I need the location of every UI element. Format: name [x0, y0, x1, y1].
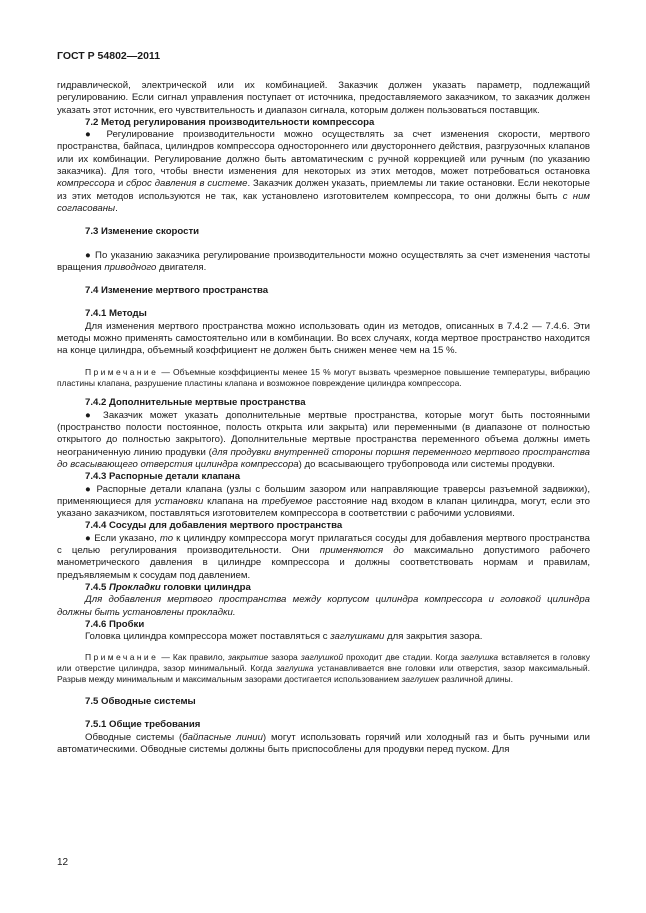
text-run: Головка цилиндра компрессора может поставляться с: [85, 631, 331, 643]
italic-run: заглушка: [460, 652, 499, 663]
italic-run: для продувки внутренней стороны поршня переменного мертвого пространства до всасывающего отверстия цилиндра компрессора: [57, 446, 590, 470]
text-run: вставляется в головку или отверстие цилиндра, зазор минимальный. Когда: [57, 652, 590, 674]
text-run: ● Если указано,: [85, 532, 160, 544]
paragraph-7-4-1: Для изменения мертвого пространства можно использовать один из методов, описанных в 7.4.2 — 7.4.6. Эти методы можно применять самостоятельно или в комбинации. Во всех случаях, когда мертвое пространство находится на конце цилиндра, объемный коэффициент не должен быть снижен менее чем на 15 %.: [57, 320, 590, 357]
text-run: ● Регулирование производительности можно осуществлять за счет изменения скорости, мертвого пространства, байпаса, цилиндров компрессора одностороннего или двустороннего действия, разгрузочных клапанов или их комбинации. Регулирование должно быть автоматическим с ручной коррекцией или ручным (по указанию заказчика). Для того, чтобы внести изменения для некоторых из этих методов, может потребоваться остановка: [57, 129, 590, 178]
text-run: головки цилиндра: [160, 581, 251, 593]
section-heading-7-2: 7.2 Метод регулирования производительности компрессора: [85, 116, 375, 128]
paragraph-7-3: [57, 250, 590, 275]
italic-run: закрытие: [228, 652, 269, 663]
paragraph-7-4-6: [57, 631, 590, 643]
note-label: Примечание: [85, 652, 159, 663]
italic-run: Для добавления мертвого пространства между корпусом цилиндра компрессора и головкой цилиндра должны быть установлены прокладки.: [57, 594, 590, 618]
text-run: и: [114, 178, 127, 190]
italic-run: заглушкой: [300, 652, 344, 663]
text-run: клапана на: [203, 495, 262, 507]
text-run: для закрытия зазора.: [384, 631, 483, 643]
italic-run: с ним согласованы: [57, 190, 590, 214]
text-run: ● Заказчик может указать дополнительные мертвые пространства, которые могут быть постоянными (пространство полости постоянное, полость открыта или закрыта) или переменными (в диапазоне от полностью открытого до полностью закрытого). Дополнительные мертвые пространства переменного объема должны иметь неограниченную линию продувки (: [57, 409, 590, 458]
subsection-heading-7-4-1: 7.4.1 Методы: [85, 308, 147, 320]
text-run: Обводные системы (: [85, 731, 183, 743]
italic-run: требуемое: [261, 495, 313, 507]
text-run: . Заказчик должен указать, приемлемы ли такие остановки. Если некоторые из этих методов используются не так, как установлено изготовителем компрессора, то они должны быть: [57, 178, 590, 202]
subsection-heading-7-4-4: 7.4.4 Сосуды для добавления мертвого пространства: [85, 520, 343, 532]
note-volumetric: [57, 367, 590, 389]
paragraph-7-2: [57, 129, 590, 215]
text-run: .: [115, 202, 118, 214]
paragraph-7-4-3: [57, 484, 590, 521]
note-label: Примечание: [85, 366, 159, 377]
text-run: гидравлической, электрической или их комбинацией. Заказчик должен указать параметр, подлежащий регулированию. Если сигнал управления поступает от источника, предоставляемого заказчиком, то заказчик должен указать этот источник, его чувствительность и диапазон сигнала, которым должен пользоваться поставщик.: [57, 80, 590, 116]
italic-run: сброс давления в системе: [126, 178, 248, 190]
paragraph-7-5-1: [57, 732, 590, 757]
paragraph-7-4-2: [57, 410, 590, 471]
paragraph-continuation: [57, 80, 590, 117]
text-run: ) могут использовать горячий или холодный газ и быть ручными или автоматическими. Обводные системы должны быть приспособлены для продувки перед пуском. Для: [57, 731, 590, 755]
italic-run: Прокладки: [109, 581, 161, 593]
text-run: двигателя.: [156, 261, 207, 273]
section-heading-7-3: 7.3 Изменение скорости: [85, 226, 200, 238]
text-run: ● Распорные детали клапана (узлы с большим зазором или направляющие траверсы разъемной задвижки), применяющиеся для: [57, 483, 590, 507]
text-run: — Объемные коэффициенты менее 15 % могут вызвать чрезмерное повышение температуры, вибрацию пластины клапана, разрушение пластины клапана и возможное повреждение цилиндра компрессора.: [57, 366, 590, 388]
text-run: ● По указанию заказчика регулирование производительности можно осуществлять за счет изменения частоты вращения: [57, 249, 590, 273]
italic-run: заглушек: [401, 674, 439, 685]
italic-run: установки: [155, 495, 204, 507]
paragraph-7-4-4: [57, 533, 590, 582]
text-run: 7.4.5: [85, 581, 110, 593]
italic-run: компрессора: [57, 178, 115, 190]
page-number: 12: [57, 857, 69, 868]
italic-run: байпасные линии: [182, 731, 263, 743]
standard-header: ГОСТ Р 54802—2011: [57, 50, 161, 62]
text-run: зазора: [268, 652, 301, 663]
italic-run: применяются до: [319, 545, 404, 557]
text-run: расстояние над входом в клапан цилиндра, могут, если это указано заказчиком, поставляться изготовителем компрессора в соответствии с рабочими условиями.: [57, 495, 591, 520]
section-heading-7-4: 7.4 Изменение мертвого пространства: [85, 285, 269, 297]
text-run: ) до всасывающего трубопровода или системы продувки.: [298, 458, 555, 470]
text-run: — Как правило,: [158, 652, 229, 663]
document-body: [57, 80, 590, 756]
paragraph-7-4-5: [57, 594, 590, 619]
subsection-heading-7-4-5: [57, 582, 590, 594]
italic-run: заглушками: [330, 631, 385, 643]
text-run: к цилиндру компрессора могут прилагаться сосуды для добавления мертвого пространства с целью регулирования производительности. Они: [57, 532, 590, 557]
text-run: проходит две стадии. Когда: [343, 652, 461, 663]
italic-run: приводного: [104, 261, 157, 273]
subsection-heading-7-4-3: 7.4.3 Распорные детали клапана: [85, 471, 241, 483]
section-heading-7-5: 7.5 Обводные системы: [85, 696, 196, 708]
text-run: различной длины.: [439, 674, 514, 685]
italic-run: заглушка: [276, 663, 314, 674]
text-run: устанавливается вне головки или отверстия, зазор максимальный. Разрыв между минимальным и максимальным зазорами достигается использованием: [57, 663, 590, 685]
subsection-heading-7-4-2: 7.4.2 Дополнительные мертвые пространства: [85, 397, 306, 409]
subsection-heading-7-5-1: 7.5.1 Общие требования: [85, 719, 201, 731]
note-plugs: [57, 652, 590, 685]
italic-run: то: [159, 532, 174, 544]
text-run: максимально допустимого рабочего манометрического давления в цилиндре компрессора и должны соответствовать нормам и правилам, предъявляемым к сосудам под давлением.: [57, 545, 590, 581]
subsection-heading-7-4-6: 7.4.6 Пробки: [85, 618, 145, 630]
